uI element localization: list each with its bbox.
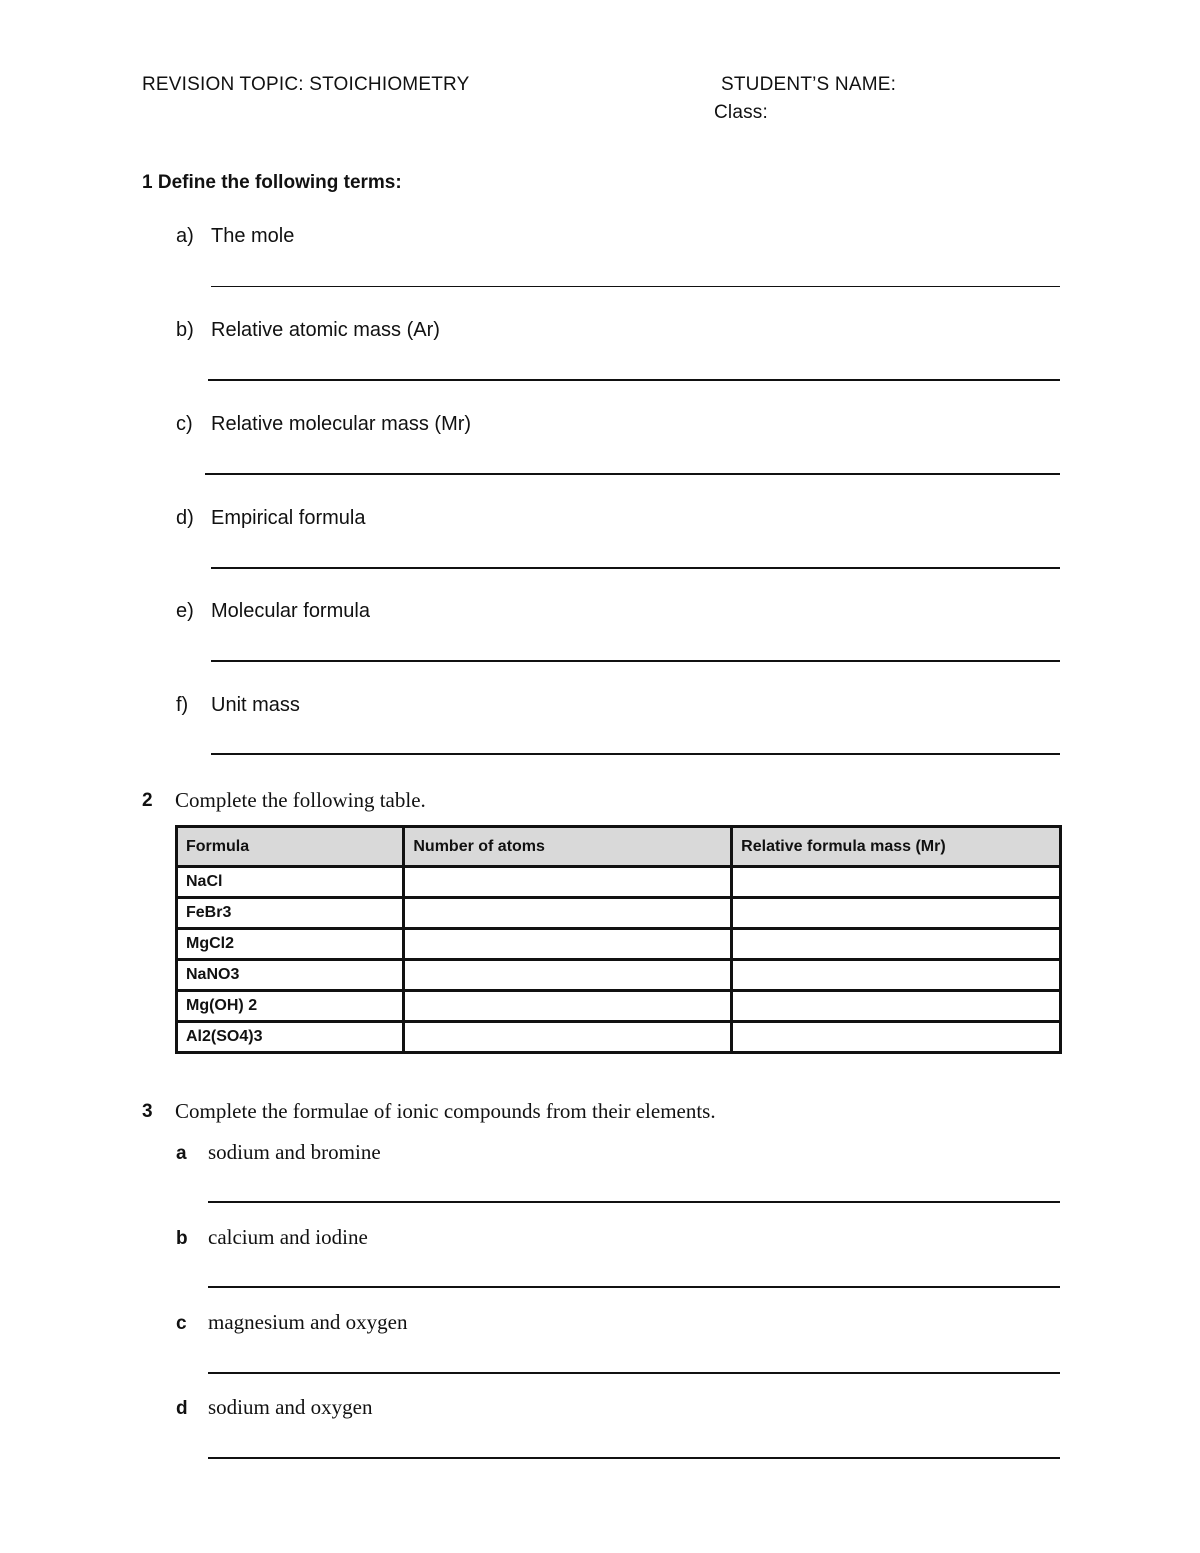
- answer-line[interactable]: [208, 379, 1060, 381]
- atoms-input-cell[interactable]: [404, 867, 732, 898]
- formula-cell: Al2(SO4)3: [177, 1022, 404, 1053]
- answer-line[interactable]: [211, 753, 1060, 755]
- atoms-input-cell[interactable]: [404, 929, 732, 960]
- formula-cell: MgCl2: [177, 929, 404, 960]
- q1-item-letter: f): [176, 694, 189, 716]
- atoms-input-cell[interactable]: [404, 960, 732, 991]
- q3-item-text: sodium and oxygen: [208, 1395, 373, 1419]
- q3-item-text: magnesium and oxygen: [208, 1310, 408, 1334]
- answer-line[interactable]: [208, 1286, 1060, 1288]
- table-row: [177, 929, 1061, 960]
- table-header-row: [177, 827, 1061, 867]
- formula-cell: NaNO3: [177, 960, 404, 991]
- formula-table: [175, 825, 1062, 1054]
- formula-cell: FeBr3: [177, 898, 404, 929]
- mass-input-cell[interactable]: [732, 960, 1061, 991]
- answer-line[interactable]: [211, 660, 1060, 662]
- q1-item-letter: e): [176, 600, 194, 622]
- answer-line[interactable]: [211, 567, 1060, 569]
- q1-item-letter: d): [176, 507, 194, 529]
- mass-input-cell[interactable]: [732, 898, 1061, 929]
- column-header-number-of-atoms: Number of atoms: [404, 827, 732, 867]
- q3-item-letter: b: [176, 1228, 188, 1249]
- q3-item-letter: c: [176, 1313, 187, 1334]
- answer-line[interactable]: [208, 1372, 1060, 1374]
- table-row: [177, 991, 1061, 1022]
- q1-title: 1 Define the following terms:: [142, 172, 402, 193]
- q3-item-text: calcium and iodine: [208, 1225, 368, 1249]
- answer-line[interactable]: [211, 286, 1060, 287]
- answer-line[interactable]: [208, 1201, 1060, 1203]
- answer-line[interactable]: [205, 473, 1060, 475]
- q2-number: 2: [142, 790, 153, 811]
- mass-input-cell[interactable]: [732, 991, 1061, 1022]
- q3-text: Complete the formulae of ionic compounds from their elements.: [175, 1099, 716, 1123]
- formula-cell: Mg(OH) 2: [177, 991, 404, 1022]
- student-name-label: STUDENT’S NAME:: [721, 74, 897, 95]
- q1-item-text: Molecular formula: [211, 600, 370, 622]
- atoms-input-cell[interactable]: [404, 1022, 732, 1053]
- q1-item-text: Unit mass: [211, 694, 300, 716]
- mass-input-cell[interactable]: [732, 1022, 1061, 1053]
- q2-text: Complete the following table.: [175, 788, 426, 812]
- q1-item-letter: c): [176, 413, 193, 435]
- q1-item-letter: b): [176, 319, 194, 341]
- column-header-relative-formula-mass: Relative formula mass (Mr): [732, 827, 1061, 867]
- mass-input-cell[interactable]: [732, 867, 1061, 898]
- answer-line[interactable]: [208, 1457, 1060, 1459]
- table-row: [177, 1022, 1061, 1053]
- table-row: [177, 867, 1061, 898]
- q1-item-text: Relative atomic mass (Ar): [211, 319, 440, 341]
- q1-item-letter: a): [176, 225, 194, 247]
- class-label: Class:: [714, 102, 768, 123]
- q3-item-text: sodium and bromine: [208, 1140, 381, 1164]
- table-row: [177, 960, 1061, 991]
- column-header-formula: Formula: [177, 827, 404, 867]
- q1-item-text: Relative molecular mass (Mr): [211, 413, 472, 435]
- table-row: [177, 898, 1061, 929]
- q1-item-text: Empirical formula: [211, 507, 366, 529]
- q3-item-letter: a: [176, 1143, 187, 1164]
- revision-topic: REVISION TOPIC: STOICHIOMETRY: [142, 74, 470, 95]
- atoms-input-cell[interactable]: [404, 898, 732, 929]
- q3-number: 3: [142, 1101, 153, 1122]
- mass-input-cell[interactable]: [732, 929, 1061, 960]
- atoms-input-cell[interactable]: [404, 991, 732, 1022]
- formula-cell: NaCl: [177, 867, 404, 898]
- q3-item-letter: d: [176, 1398, 188, 1419]
- q1-item-text: The mole: [211, 225, 295, 247]
